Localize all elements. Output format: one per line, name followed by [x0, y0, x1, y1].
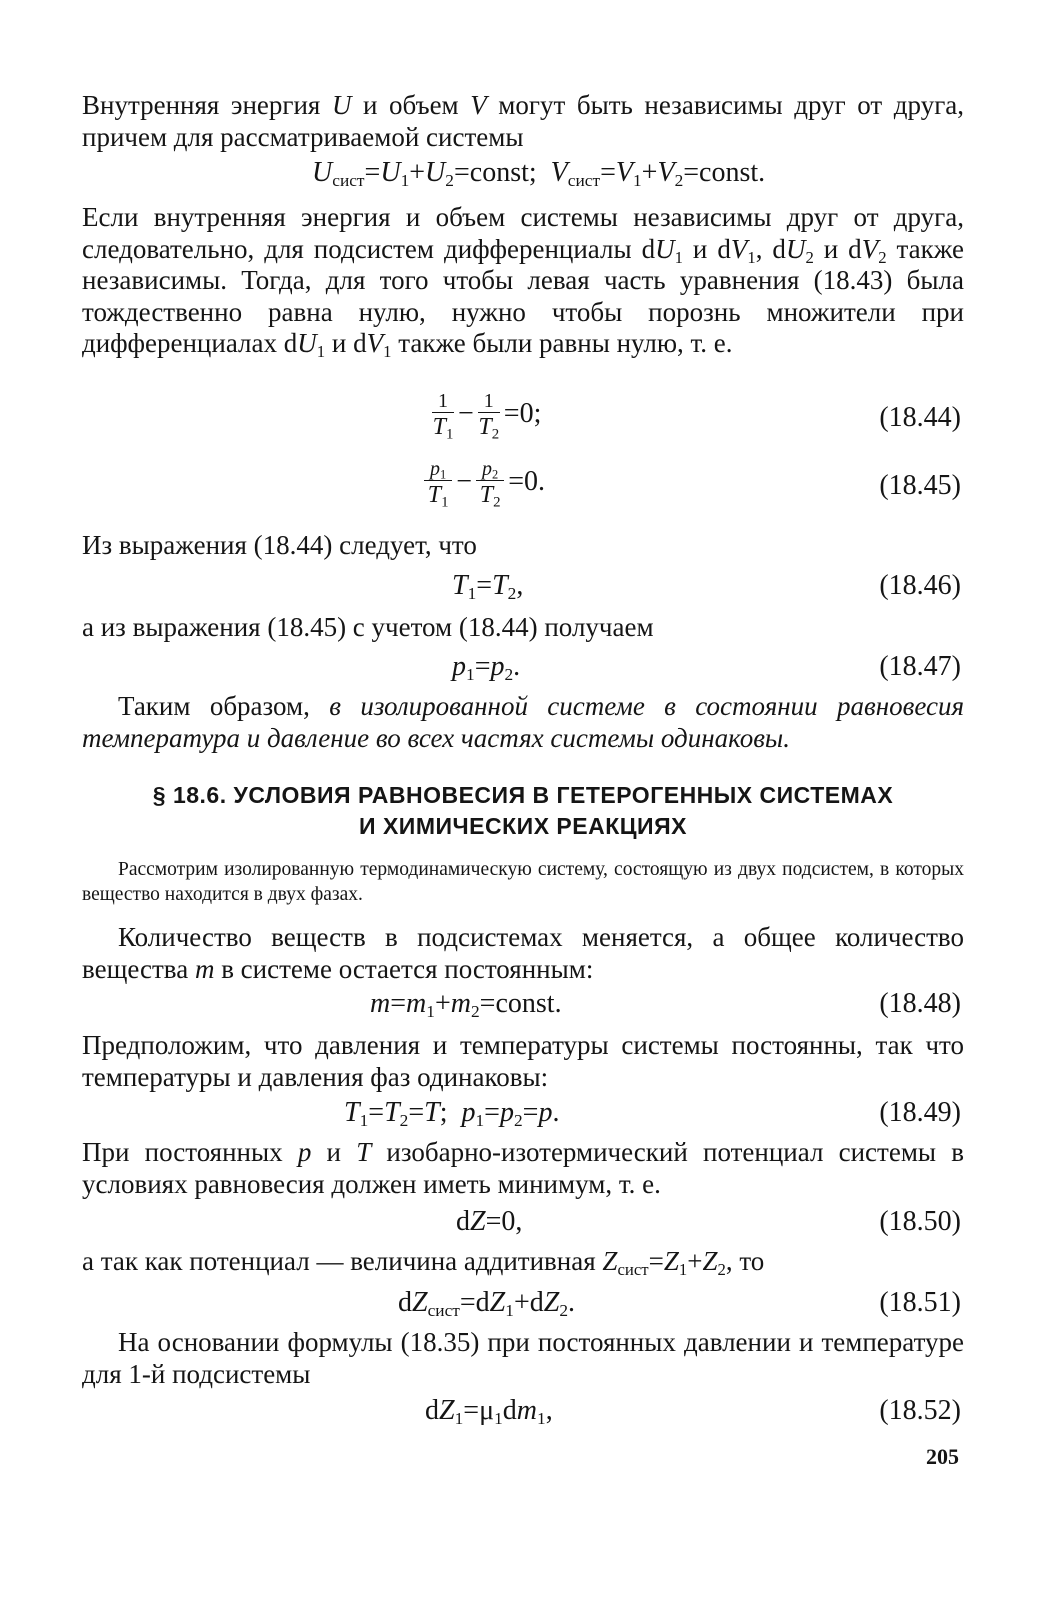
paragraph-assumption: Предположим, что давления и температуры системы постоянны, так что температуры и давления фаз одинаковы: [82, 1030, 964, 1092]
paragraph-quantity: Количество веществ в подсистемах меняется, а общее количество вещества m в системе остается постоянным: [82, 922, 964, 984]
equation-18-44: $\frac{1}{T_1}$ − $\frac{1}{T_2}$ =0; [432, 390, 542, 443]
section-heading-line-1: § 18.6. УСЛОВИЯ РАВНОВЕСИЯ В ГЕТЕРОГЕННЫХ СИСТЕМАХ [152, 782, 894, 808]
paragraph-conclusion: Таким образом, в изолированной системе в состоянии равновесия температура и давление во всех частях системы одинаковы. [82, 691, 964, 753]
equation-number-18-52: (18.52) [879, 1395, 961, 1426]
paragraph-formula-18-35: На основании формулы (18.35) при постоянных давлении и температуре для 1-й подсистемы [82, 1327, 964, 1389]
equation-number-18-48: (18.48) [879, 988, 961, 1019]
section-heading [82, 780, 964, 842]
equation-18-52: $dZ_1=\mu_1dm_1$, [425, 1395, 553, 1429]
equation-18-50: dZ=0, [456, 1206, 523, 1237]
equation-18-51: $dZ_{сист}=dZ_1+dZ_2$. [398, 1287, 575, 1321]
equation-number-18-51: (18.51) [879, 1287, 961, 1318]
paragraph-energy-volume: Внутренняя энергия U и объем V могут быть независимы друг от друга, причем для рассматриваемой системы [82, 90, 964, 152]
equation-18-45: $\frac{p_1}{T_1}$ − $\frac{p_2}{T_2}$ =0. [420, 458, 545, 509]
small-print-paragraph: Рассмотрим изолированную термодинамическую систему, состоящую из двух подсистем, в которых вещество находится в двух фазах. [82, 859, 964, 905]
equation-18-48: $m=m_1+m_2=const$. [370, 988, 562, 1022]
section-heading-line-2: И ХИМИЧЕСКИХ РЕАКЦИЯХ [359, 813, 687, 839]
equation-number-18-50: (18.50) [879, 1206, 961, 1237]
line-from-18-45: а из выражения (18.45) с учетом (18.44) получаем [82, 612, 654, 642]
equation-number-18-45: (18.45) [879, 470, 961, 501]
equation-number-18-47: (18.47) [879, 651, 961, 682]
line-from-18-44: Из выражения (18.44) следует, что [82, 530, 477, 560]
equation-18-47: $p_1=p_2$. [452, 651, 521, 685]
line-additive: а так как потенциал — величина аддитивная $Z_{сист}=Z_1+Z_2$, то [82, 1246, 765, 1280]
equation-system-const: $U_{сист}=U_1+U_2=const$; $V_{сист}=V_1+V_2=const$. [312, 157, 766, 191]
equation-number-18-46: (18.46) [879, 570, 961, 601]
paragraph-independence: Если внутренняя энергия и объем системы независимы друг от друга, следовательно, для подсистем дифференциалы $dU_1$ и $dV_1$, $dU_2$ и $dV_2$ также независимы. Тогда, для того чтобы левая часть уравнения (18.43) была тождественно равна нулю, нужно чтобы порознь множители при дифференциалах $dU_1$ и $dV_1$ также были равны нулю, т. е. [82, 202, 965, 362]
equation-18-46: $T_1=T_2$, [452, 570, 524, 604]
equation-18-49: $T_1=T_2=T$; $p_1=p_2=p$. [344, 1097, 560, 1131]
paragraph-constant-p-t: При постоянных p и T изобарно-изотермический потенциал системы в условиях равновесия должен иметь минимум, т. е. [82, 1137, 964, 1199]
equation-number-18-49: (18.49) [879, 1097, 961, 1128]
page-number: 205 [926, 1444, 959, 1469]
equation-number-18-44: (18.44) [879, 402, 961, 433]
